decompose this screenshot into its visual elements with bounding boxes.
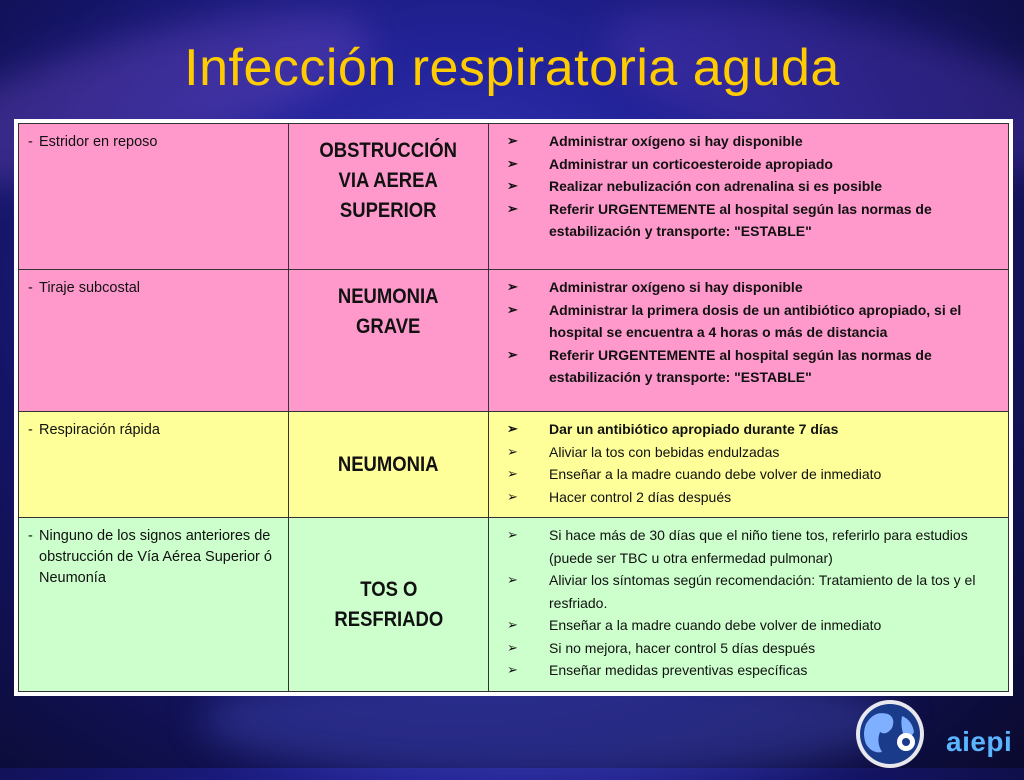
arrow-bullet-icon: ➢	[507, 279, 518, 294]
sign-cell: - Respiración rápida	[19, 412, 289, 518]
table-row	[19, 412, 1009, 518]
arrow-bullet-icon: ➢	[507, 301, 518, 317]
classification-line: OBSTRUCCIÓN	[319, 139, 458, 162]
action-item: ➢ Hacer control 2 días después	[497, 486, 1000, 509]
sign-text: Ninguno de los signos anteriores de obstrucción de Vía Aérea Superior ó Neumonía	[39, 528, 272, 586]
arrow-bullet-icon: ➢	[507, 527, 518, 542]
sign-cell: - Tiraje subcostal	[19, 270, 289, 412]
action-item: ➢ Referir URGENTEMENTE al hospital según las normas de estabilización y transporte: "ESTABLE"	[497, 198, 1000, 243]
actions-cell	[489, 270, 1009, 412]
arrow-bullet-icon: ➢	[507, 178, 518, 193]
sign-text: Estridor en reposo	[39, 134, 158, 150]
actions-cell	[489, 124, 1009, 270]
arrow-bullet-icon: ➢	[507, 617, 518, 632]
actions-cell	[489, 412, 1009, 518]
slide-title: Infección respiratoria aguda	[184, 39, 840, 97]
sign-cell: - Estridor en reposo	[19, 124, 289, 270]
action-item: ➢ Administrar un corticoesteroide apropiado	[497, 153, 1000, 176]
classification-line: TOS O	[359, 577, 418, 601]
action-item: ➢ Administrar oxígeno si hay disponible	[497, 130, 1000, 153]
arrow-bullet-icon: ➢	[507, 133, 518, 148]
table-row	[19, 124, 1009, 270]
arrow-bullet-icon: ➢	[507, 443, 518, 459]
action-item: ➢ Enseñar medidas preventivas específicas	[497, 659, 1000, 682]
action-item: ➢ Administrar oxígeno si hay disponible	[497, 276, 1000, 299]
arrow-bullet-icon: ➢	[507, 200, 518, 216]
arrow-bullet-icon: ➢	[507, 466, 518, 481]
classification-line: VIA AEREA	[338, 169, 439, 192]
action-item: ➢ Aliviar los síntomas según recomendación: Tratamiento de la tos y el resfriado.	[497, 569, 1000, 614]
actions-cell	[489, 518, 1009, 692]
action-item: ➢ Aliviar la tos con bebidas endulzadas	[497, 441, 1000, 464]
action-item: ➢ Realizar nebulización con adrenalina si es posible	[497, 175, 1000, 198]
action-item: ➢ Administrar la primera dosis de un antibiótico apropiado, si el hospital se encuentra a 4 horas o más de distancia	[497, 299, 1000, 344]
action-item: ➢ Si hace más de 30 días que el niño tiene tos, referirlo para estudios (puede ser TBC u otra enfermedad pulmonar)	[497, 524, 1000, 569]
action-item: ➢ Referir URGENTEMENTE al hospital según las normas de estabilización y transporte: "ESTABLE"	[497, 344, 1000, 389]
arrow-bullet-icon: ➢	[507, 639, 518, 655]
sign-cell: - Ninguno de los signos anteriores de obstrucción de Vía Aérea Superior ó Neumonía	[19, 518, 289, 692]
classification-line: NEUMONIA	[338, 285, 439, 308]
sign-text: Respiración rápida	[39, 422, 160, 438]
action-item: ➢ Enseñar a la madre cuando debe volver de inmediato	[497, 614, 1000, 637]
logo-text: aiepi	[946, 726, 1013, 757]
classification-line: GRAVE	[356, 315, 421, 338]
classification-line: NEUMONIA	[338, 452, 439, 476]
classification-cell	[289, 518, 489, 692]
classification-line: RESFRIADO	[334, 607, 443, 631]
action-item: ➢ Enseñar a la madre cuando debe volver de inmediato	[497, 463, 1000, 486]
arrow-bullet-icon: ➢	[507, 421, 518, 436]
action-item: ➢ Dar un antibiótico apropiado durante 7 días	[497, 418, 1000, 441]
table-row	[19, 518, 1009, 692]
classification-line: SUPERIOR	[340, 199, 437, 222]
arrow-bullet-icon: ➢	[507, 662, 518, 677]
arrow-bullet-icon: ➢	[507, 488, 518, 504]
arrow-bullet-icon: ➢	[507, 572, 518, 587]
classification-table	[14, 119, 1013, 696]
classification-cell	[289, 412, 489, 518]
classification-cell	[289, 124, 489, 270]
sign-text: Tiraje subcostal	[39, 280, 141, 296]
table-row	[19, 270, 1009, 412]
classification-cell	[289, 270, 489, 412]
arrow-bullet-icon: ➢	[507, 155, 518, 171]
action-item: ➢ Si no mejora, hacer control 5 días después	[497, 637, 1000, 660]
arrow-bullet-icon: ➢	[507, 346, 518, 362]
